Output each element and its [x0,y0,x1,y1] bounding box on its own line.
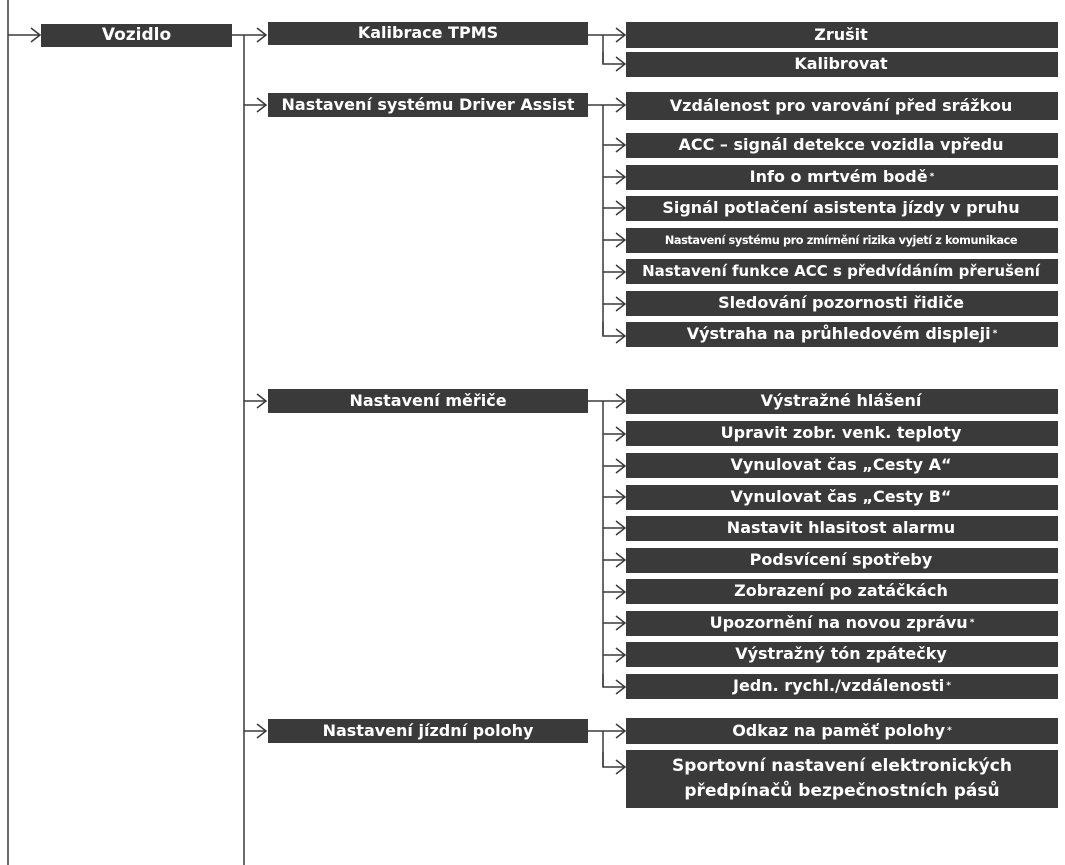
arrow-right-icon [603,553,625,567]
node-label: Signál potlačení asistenta jízdy v pruhu [662,198,1020,218]
node-label: Upozornění na novou zprávu [709,613,968,633]
node-label: Info o mrtvém bodě [749,167,928,187]
node-label: Nastavit hlasitost alarmu [726,518,956,538]
node-label: Nastavení systému pro zmírnění rizika vyjetí z komunikace [664,234,1018,247]
node-acc-preruseni [626,259,1058,284]
node-label: Výstražný tón zpátečky [735,644,947,664]
arrow-right-icon [244,724,266,738]
asterisk: * [946,681,951,692]
node-vystrazne-hlaseni [626,389,1058,414]
node-label: Zrušit [814,24,868,44]
node-label: Kalibrovat [794,54,888,74]
node-driver-assist [268,93,588,117]
node-label: Výstraha na průhledovém displeji [686,324,991,344]
arrow-right-icon [603,170,625,184]
arrow-right-icon [603,265,625,279]
node-cesty-b [626,485,1058,510]
arrow-right-icon [603,138,625,152]
arrow-right-icon [603,585,625,599]
node-label: Vynulovat čas „Cesty B“ [730,487,952,507]
node-label: Upravit zobr. venk. teploty [720,423,962,443]
node-label: Vozidlo [101,24,172,45]
node-zobrazeni-zatackach [626,579,1058,604]
node-jizdni-poloha [268,719,588,743]
node-acc-signal [626,133,1058,158]
arrow-right-icon [603,28,625,42]
node-label: Sportovní nastavení elektronických předpínačů bezpečnostních pásů [672,756,1012,801]
node-label: Kalibrace TPMS [357,23,499,43]
arrow-right-icon [603,724,625,738]
node-label: Nastavení systému Driver Assist [281,94,575,114]
arrow-right-icon [244,394,266,408]
node-hlasitost-alarmu [626,516,1058,541]
node-cesty-a [626,453,1058,478]
node-label: Zobrazení po zatáčkách [734,581,948,601]
node-ton-zpatecky [626,642,1058,667]
node-label: Vynulovat čas „Cesty A“ [730,455,952,475]
node-label: Podsvícení spotřeby [749,550,933,570]
asterisk: * [929,172,935,183]
node-predpinace-pasu [626,750,1058,808]
arrow-right-icon [603,201,625,215]
arrow-right-icon [603,233,625,247]
arrow-right-icon [603,322,625,343]
node-pruhledovy-displej [626,322,1058,347]
node-vzdalenost-varovani [626,92,1058,120]
arrow-right-icon [603,648,625,662]
arrow-right-icon [603,427,625,441]
node-label: Nastavení jízdní polohy [322,720,534,740]
asterisk: * [969,618,975,629]
arrow-right-icon [603,459,625,473]
arrow-right-icon [603,98,625,112]
node-label: ACC – signál detekce vozidla vpředu [678,135,1004,155]
node-label: Nastavení funkce ACC s předvídáním přerušení [642,261,1040,280]
node-nastaveni-merice [268,389,588,413]
node-mrtvy-bod [626,165,1058,190]
node-label: Odkaz na paměť polohy [732,720,946,740]
arrow-right-icon [603,674,625,694]
node-label: Výstražné hlášení [760,391,922,411]
arrow-right-icon [603,52,625,71]
node-nova-zprava [626,611,1058,636]
node-vozidlo [41,24,232,47]
asterisk: * [992,329,998,340]
arrow-right-icon [603,521,625,535]
node-label: Jedn. rychl./vzdálenosti [733,676,945,696]
node-kalibrovat [626,52,1058,77]
node-kalibrace-tpms [268,22,588,45]
arrow-right-icon [603,752,625,774]
arrow-right-icon [8,28,40,42]
node-potlaceni-asistenta [626,196,1058,221]
node-label: Nastavení měřiče [349,390,507,410]
node-venk-teploty [626,421,1058,446]
node-pozornost-ridice [626,291,1058,316]
node-zmirneni-rizika [626,228,1058,253]
node-label: Vzdálenost pro varování před srážkou [669,95,1013,115]
node-podsviceni-spotreby [626,548,1058,573]
arrow-right-icon [603,616,625,630]
arrow-right-icon [244,28,266,42]
node-jednotky-rychlosti [626,674,1058,699]
arrow-right-icon [603,490,625,504]
node-label: Sledování pozornosti řidiče [718,293,964,313]
arrow-right-icon [244,98,266,112]
asterisk: * [947,725,952,736]
arrow-right-icon [603,394,625,408]
node-pamet-polohy [626,718,1058,744]
node-zrusit [626,22,1058,48]
arrow-right-icon [603,297,625,311]
